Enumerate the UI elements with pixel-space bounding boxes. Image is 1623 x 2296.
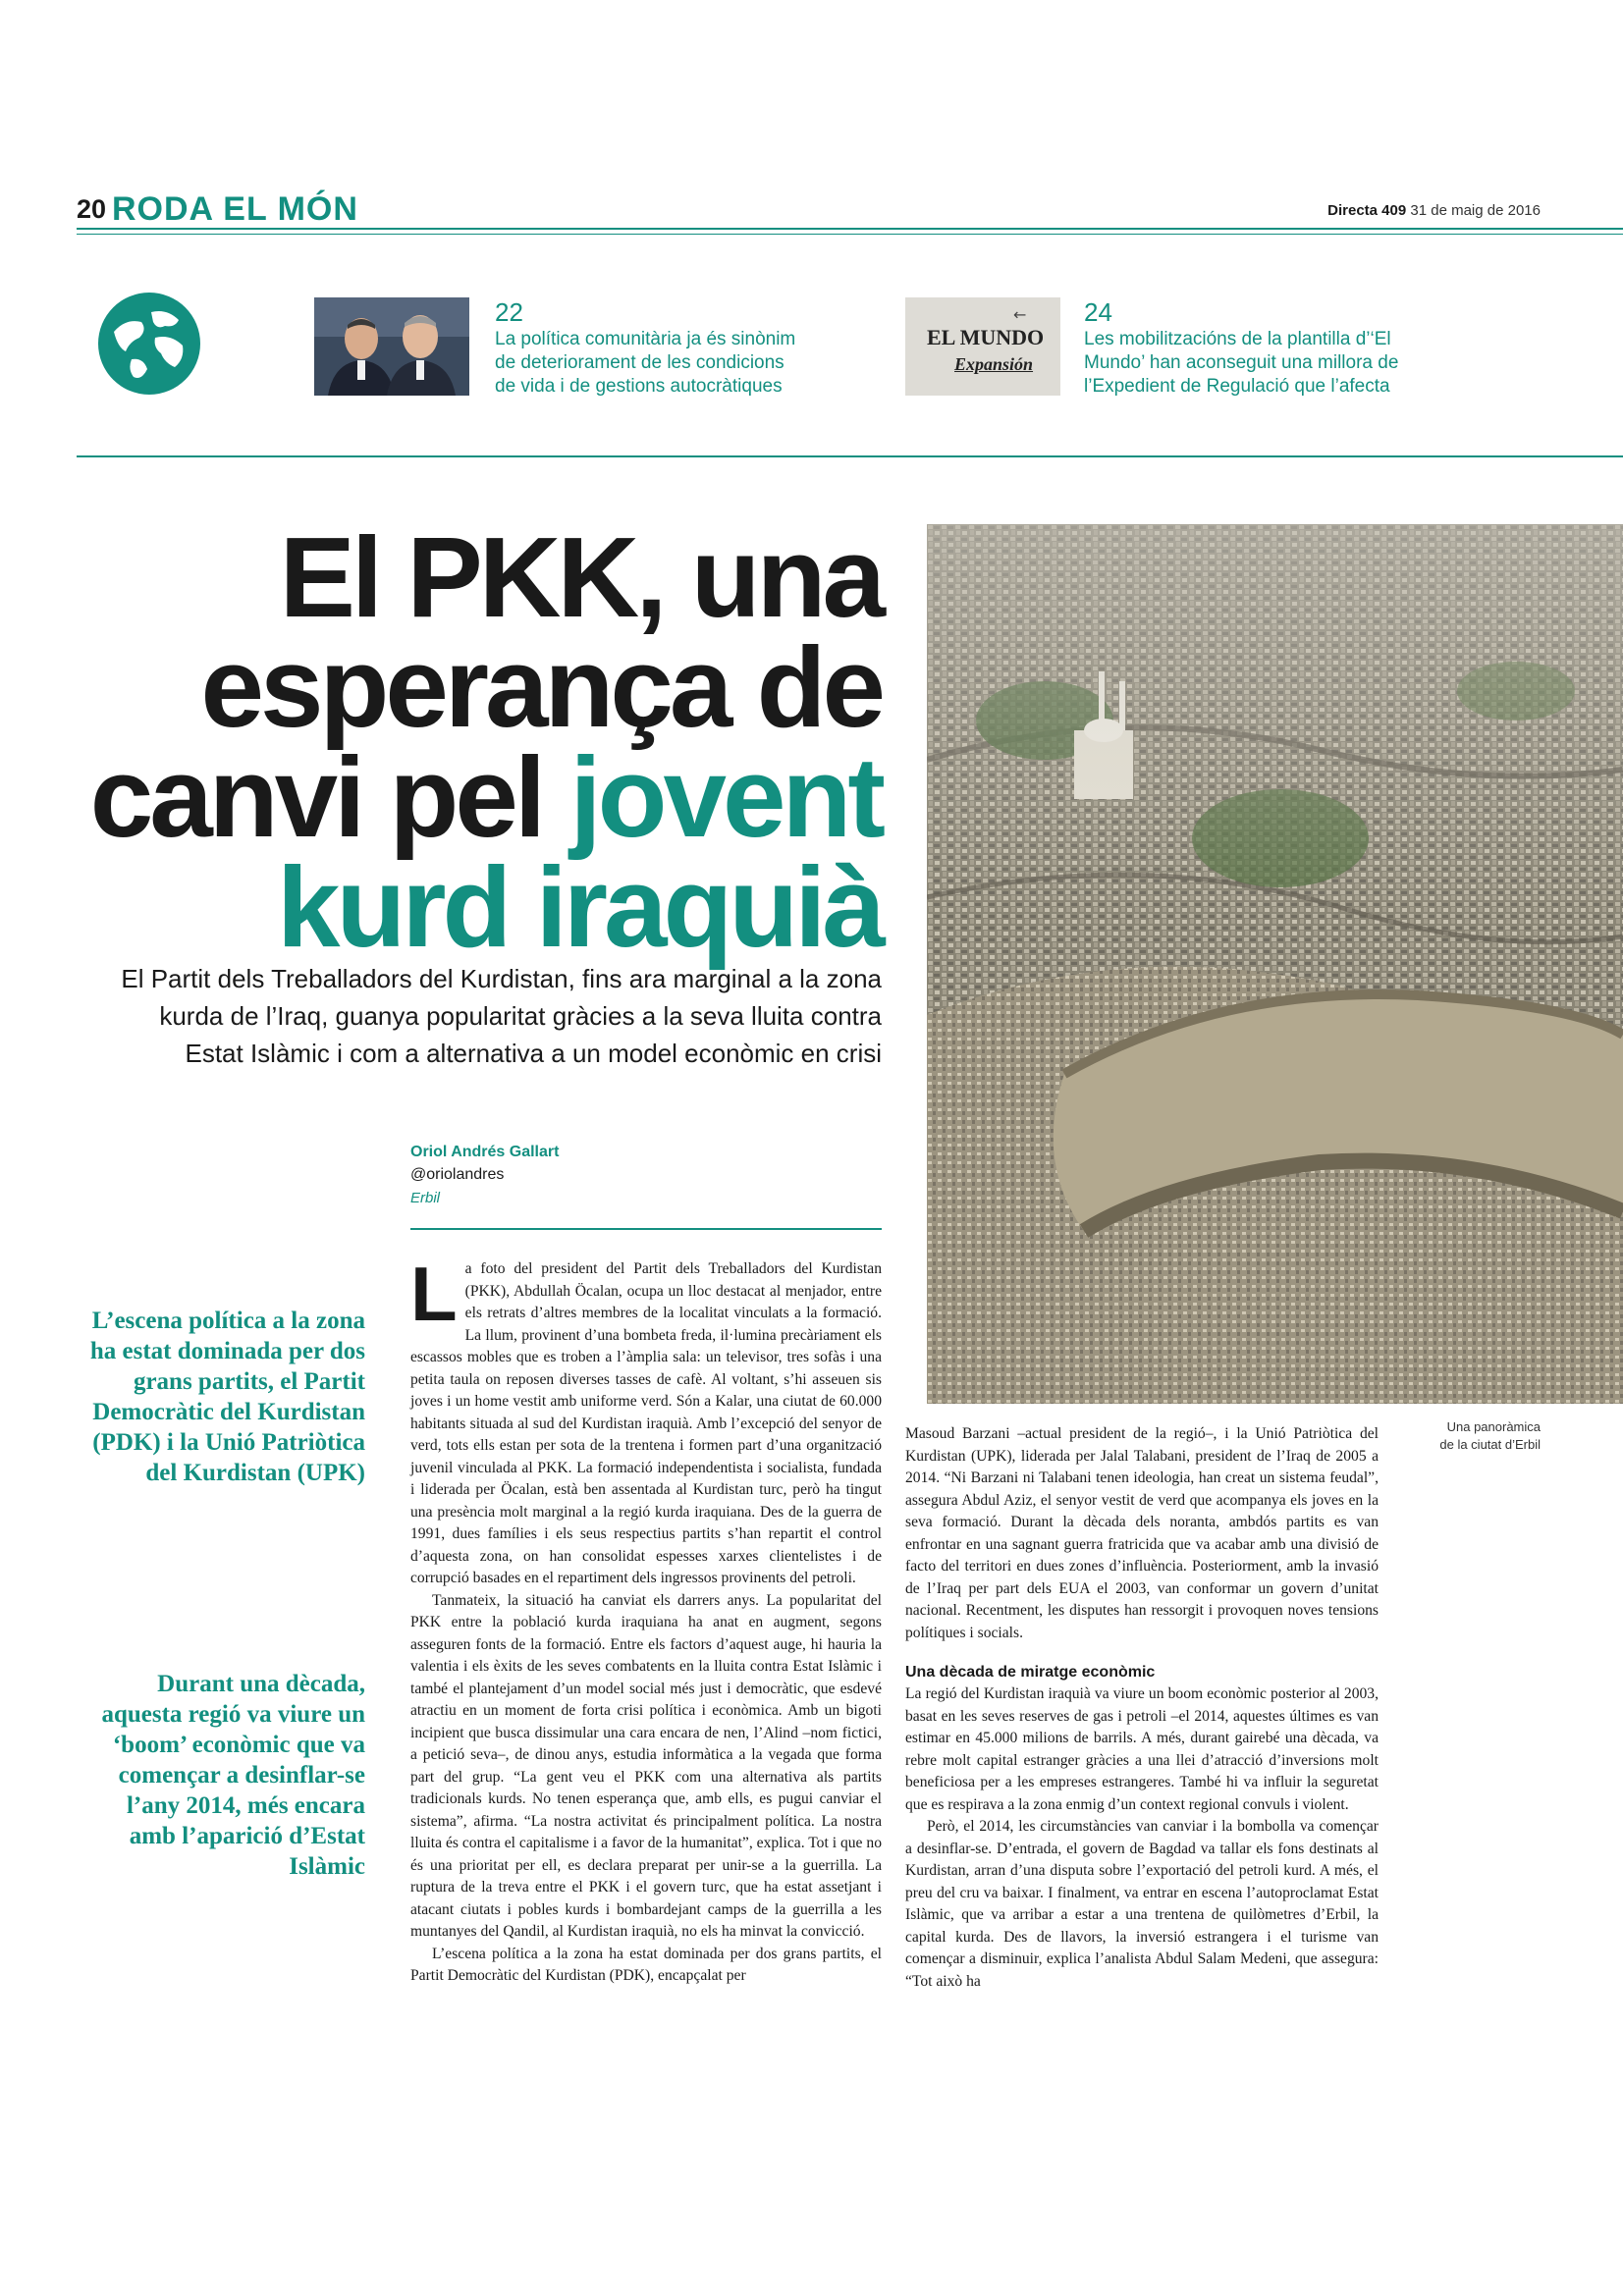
teaser-text[interactable] bbox=[495, 328, 795, 399]
expansion-logo: Expansión bbox=[954, 354, 1034, 374]
headline-line bbox=[79, 733, 882, 861]
el-mundo-logo: EL MUNDO bbox=[927, 325, 1045, 349]
body-paragraph: Tanmateix, la situació ha canviat els darrers anys. La popularitat del PKK entre la població kurda iraquiana ha anat en augment, segons asseguren fonts de la formació. Entre els factors d’aquest auge, hi hauria la valentia i els èxits de les seves combatents en la lluita contra Estat Islàmic i també el plantejament d’un model social més just i democràtic, que esdevé atractiu en un moment de forta crisi política i econòmica. Amb un bigoti incipient que busca dissimular una cara encara de nen, l’Alind –nom fictici, a petició seva–, de dinou anys, estudia informàtica a la vegada que forma part del grup. “La gent veu el PKK com una alternativa als partits tradicionals kurds. No tenen esperança que, amb ells, es pugui canviar el sistema”, afirma. “La nostra activitat és principalment política. La nostra lluita és contra el capitalisme i a favor de la humanitat”, explica. Tot i que no és una prioritat per ell, es declara preparat per unir-se a la guerrilla. La ruptura de la treva entre el PKK i el govern turc, que ha estat assetjant i atacant ciutats i pobles kurds i bombardejant camps de la guerrilla a les muntanyes del Qandil, al Kurdistan iraquià, no els ha minvat la convicció. bbox=[410, 1591, 882, 1940]
header-rule bbox=[77, 228, 1623, 230]
erbil-aerial-photo bbox=[927, 524, 1623, 1404]
body-paragraph: Però, el 2014, les circumstàncies van canviar i la bombolla va començar a desinflar-se. D’entrada, el govern de Bagdad va tallar els fons destinats al Kurdistan, arran d’una disputa sobre l’exportació del petroli kurd. A més, el preu del cru va baixar. I finalment, va entrar en escena l’autoproclamat Estat Islàmic, que va arribar a estar a una trentena de quilòmetres d’Erbil, la capital kurda. Des de llavors, la inversió estrangera i el turisme van començar a disminuir, explica l’analista Abdul Salam Medeni, que assegura: “Tot això ha bbox=[905, 1818, 1379, 1990]
publication-name: Directa 409 bbox=[1327, 202, 1407, 219]
dateline-location: Erbil bbox=[410, 1190, 441, 1206]
teaser-line: Les mobilitzacións de la plantilla d’‘El bbox=[1084, 329, 1391, 349]
caption-line: Una panoràmica bbox=[1446, 1419, 1541, 1434]
body-column-1 bbox=[410, 1251, 882, 1988]
header-rule-thin bbox=[77, 234, 1623, 235]
teaser-line: de deteriorament de les condicions bbox=[495, 352, 784, 373]
body-column-2 bbox=[905, 1423, 1379, 1993]
body-paragraph: Masoud Barzani –actual president de la regió–, i la Unió Patriòtica del Kurdistan (UPK), liderada per Jalal Talabani, president de l’Iraq de 2005 a 2014. “Ni Barzani ni Talabani tenen ideologia, han creat un sistema feudal”, assegura Abdul Aziz, el senyor vestit de verd que acompanya els joves en la seva formació. Durant la dècada dels noranta, ambdós partits es van enfrontar en una sagnant guerra fratricida que va acabar amb una divisió de facto del territori en dues zones d’influència. Posteriorment, amb la invasió de l’Iraq per part dels EUA el 2003, van conformar un govern d’unitat nacional. Recentment, les disputes han ressorgit i provoquen noves tensions polítiques i socials. bbox=[905, 1425, 1379, 1641]
standfirst bbox=[79, 960, 882, 1072]
headline-line: esperança de bbox=[200, 623, 882, 751]
teaser-photo-el-mundo bbox=[905, 297, 1060, 396]
body-paragraph: a foto del president del Partit dels Treballadors del Kurdistan (PKK), Abdullah Öcalan, ocupa un lloc destacat al menjador, entre els retrats d’altres membres de la localitat vinculats a la formació. La llum, provinent d’una bombeta freda, il·lumina precàriament els escassos mobles que es troben a l’àmplia sala: un televisor, tres sofàs i una petita taula on reposen diverses tasses de cafè. Al voltant, s’hi asseuen sis joves i un home vestit amb uniforme verd. Són a Kalar, una ciutat de 60.000 habitants situada al sud del Kurdistan iraquià. Amb l’excepció del senyor de verd, tots ells estan per sota de la trentena i formen part d’una organització juvenil vinculada al PKK. La formació independentista i socialista, fundada i liderada per Öcalan, està ben assentada al Kurdistan turc, però ha tingut una presència molt marginal a la regió kurda iraquiana. Des de la guerra de 1991, dues famílies i els seus respectius partits s’han repartit el control d’aquesta zona, on han consolidat espesses xarxes clientelistes i de corrupció basades en el repartiment dels ingressos provinents del petroli. bbox=[410, 1260, 882, 1586]
arrow-left-icon: ← bbox=[1013, 305, 1027, 324]
section-title: RODA EL MÓN bbox=[112, 190, 358, 228]
subheading: Una dècada de miratge econòmic bbox=[905, 1664, 1156, 1681]
headline-line: El PKK, una bbox=[279, 513, 882, 641]
photo-caption bbox=[1344, 1418, 1541, 1454]
issue-date: 31 de maig de 2016 bbox=[1410, 202, 1541, 219]
teaser-line: La política comunitària ja és sinònim bbox=[495, 329, 796, 349]
teaser-page-number: 24 bbox=[1084, 297, 1112, 327]
teaser-line: Mundo’ han aconseguit una millora de bbox=[1084, 352, 1399, 373]
teaser-rule bbox=[77, 455, 1623, 457]
teaser-line: de vida i de gestions autocràtiques bbox=[495, 376, 783, 397]
body-paragraph: L’escena política a la zona ha estat dominada per dos grans partits, el Partit Democràtic del Kurdistan (PDK), encapçalat per bbox=[410, 1945, 882, 1984]
body-paragraph: La regió del Kurdistan iraquià va viure un boom econòmic posterior al 2003, basat en les seves reserves de gas i petroli –el 2014, aquestes últimes es van estimar en 45.000 milions de barrils. A més, durant gairebé una dècada, va rebre molt capital estranger gràcies a una llei d’atracció d’inversions molt beneficiosa per a les empreses estrangeres. També hi va influir la seguretat que es respirava a la zona enmig d’un context regional convuls i violent. bbox=[905, 1685, 1379, 1813]
headline-line-accent: kurd iraquià bbox=[277, 843, 882, 971]
author-name: Oriol Andrés Gallart bbox=[410, 1144, 560, 1160]
teaser-photo-politicians bbox=[314, 297, 469, 396]
headline-accent: jovent bbox=[569, 733, 882, 861]
author-handle[interactable]: @oriolandres bbox=[410, 1166, 505, 1183]
drop-cap: L bbox=[410, 1251, 458, 1337]
headline bbox=[79, 513, 882, 971]
standfirst-line: El Partit dels Treballadors del Kurdistan, fins ara marginal a la zona bbox=[121, 964, 882, 993]
standfirst-line: kurda de l’Iraq, guanya popularitat gràcies a la seva lluita contra bbox=[159, 1001, 882, 1031]
byline-rule bbox=[410, 1228, 882, 1230]
pullquote-1: L’escena política a la zona ha estat dominada per dos grans partits, el Partit Democràtic del Kurdistan (PDK) i la Unió Patriòtica del Kurdistan (UPK) bbox=[89, 1308, 365, 1486]
issue-info bbox=[1327, 202, 1541, 219]
standfirst-line: Estat Islàmic i com a alternativa a un model econòmic en crisi bbox=[185, 1039, 882, 1068]
teaser-page-number: 22 bbox=[495, 297, 523, 327]
headline-dark: canvi pel bbox=[89, 733, 570, 861]
caption-line: de la ciutat d’Erbil bbox=[1439, 1437, 1541, 1452]
teaser-text[interactable] bbox=[1084, 328, 1398, 399]
teaser-line: l’Expedient de Regulació que l’afecta bbox=[1084, 376, 1390, 397]
page-number: 20 bbox=[77, 194, 107, 224]
globe-icon bbox=[96, 291, 202, 397]
pullquote-2: Durant una dècada, aquesta regió va viure un ‘boom’ econòmic que va començar a desinflar-se l’any 2014, més encara amb l’aparició d’Estat Islàmic bbox=[101, 1671, 365, 1880]
